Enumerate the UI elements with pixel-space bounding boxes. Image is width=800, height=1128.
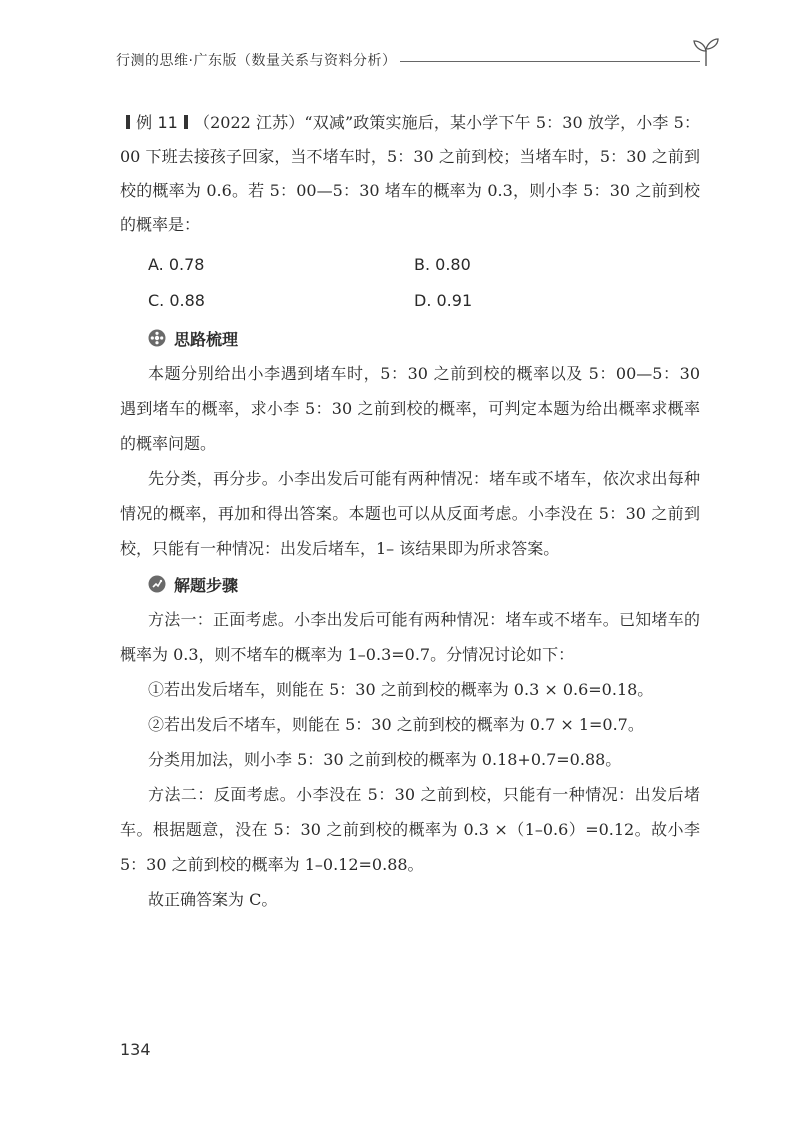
option-d: D. 0.91 — [414, 290, 473, 310]
analysis-heading: 思路梳理 — [148, 320, 700, 356]
page-content — [120, 106, 700, 917]
option-c: C. 0.88 — [148, 290, 205, 310]
book-title: 行测的思维·广东版（数量关系与资料分析） — [116, 53, 397, 69]
solution-method-1: 方法一：正面考虑。小李出发后可能有两种情况：堵车或不堵车。已知堵车的概率为 0.3，则不堵车的概率为 1–0.3=0.7。分情况讨论如下： — [120, 610, 700, 664]
solution-case-1: ①若出发后堵车，则能在 5：30 之前到校的概率为 0.3 × 0.6=0.18。 — [148, 680, 654, 699]
sprout-icon — [692, 36, 720, 68]
tag-bar-left — [126, 115, 130, 129]
question-text — [120, 106, 700, 242]
solution-case-2: ②若出发后不堵车，则能在 5：30 之前到校的概率为 0.7 × 1=0.7。 — [148, 715, 644, 734]
solution-method-2: 方法二：反面考虑。小李没在 5：30 之前到校，只能有一种情况：出发后堵车。根据题意，没在 5：30 之前到校的概率为 0.3 ×（1–0.6）=0.12。故小李 5：30 之前到校的概率为 1–0.12=0.88。 — [120, 785, 700, 874]
option-a: A. 0.78 — [148, 254, 205, 274]
page-number: 134 — [120, 1040, 151, 1059]
solution-heading: 解题步骤 — [148, 566, 700, 602]
steps-icon — [148, 575, 166, 593]
analysis-paragraph-2: 先分类，再分步。小李出发后可能有两种情况：堵车或不堵车，依次求出每种情况的概率，再加和得出答案。本题也可以从反面考虑。小李没在 5：30 之前到校，只能有一种情况：出发后堵车，1– 该结果即为所求答案。 — [120, 469, 700, 558]
solution-sum: 分类用加法，则小李 5：30 之前到校的概率为 0.18+0.7=0.88。 — [148, 750, 622, 769]
question-body: （2022 江苏）“双减”政策实施后，某小学下午 5：30 放学，小李 5：00 下班去接孩子回家，当不堵车时，5：30 之前到校；当堵车时，5：30 之前到校的概率为 0.6。若 5：00—5：30 堵车的概率为 0.3，则小李 5：30 之前到校的概率是： — [120, 113, 700, 234]
option-b: B. 0.80 — [414, 254, 471, 274]
flower-icon — [148, 329, 166, 347]
options-row-1 — [148, 246, 700, 282]
analysis-paragraph-1: 本题分别给出小李遇到堵车时，5：30 之前到校的概率以及 5：00—5：30 遇到堵车的概率，求小李 5：30 之前到校的概率，可判定本题为给出概率求概率的概率问题。 — [120, 364, 700, 453]
solution-answer: 故正确答案为 C。 — [148, 890, 278, 909]
example-label: 例 11 — [120, 113, 194, 132]
running-header — [100, 44, 720, 84]
tag-bar-right — [184, 115, 188, 129]
options-row-2 — [148, 282, 700, 318]
header-rule — [400, 61, 700, 62]
answer-options — [148, 246, 700, 318]
